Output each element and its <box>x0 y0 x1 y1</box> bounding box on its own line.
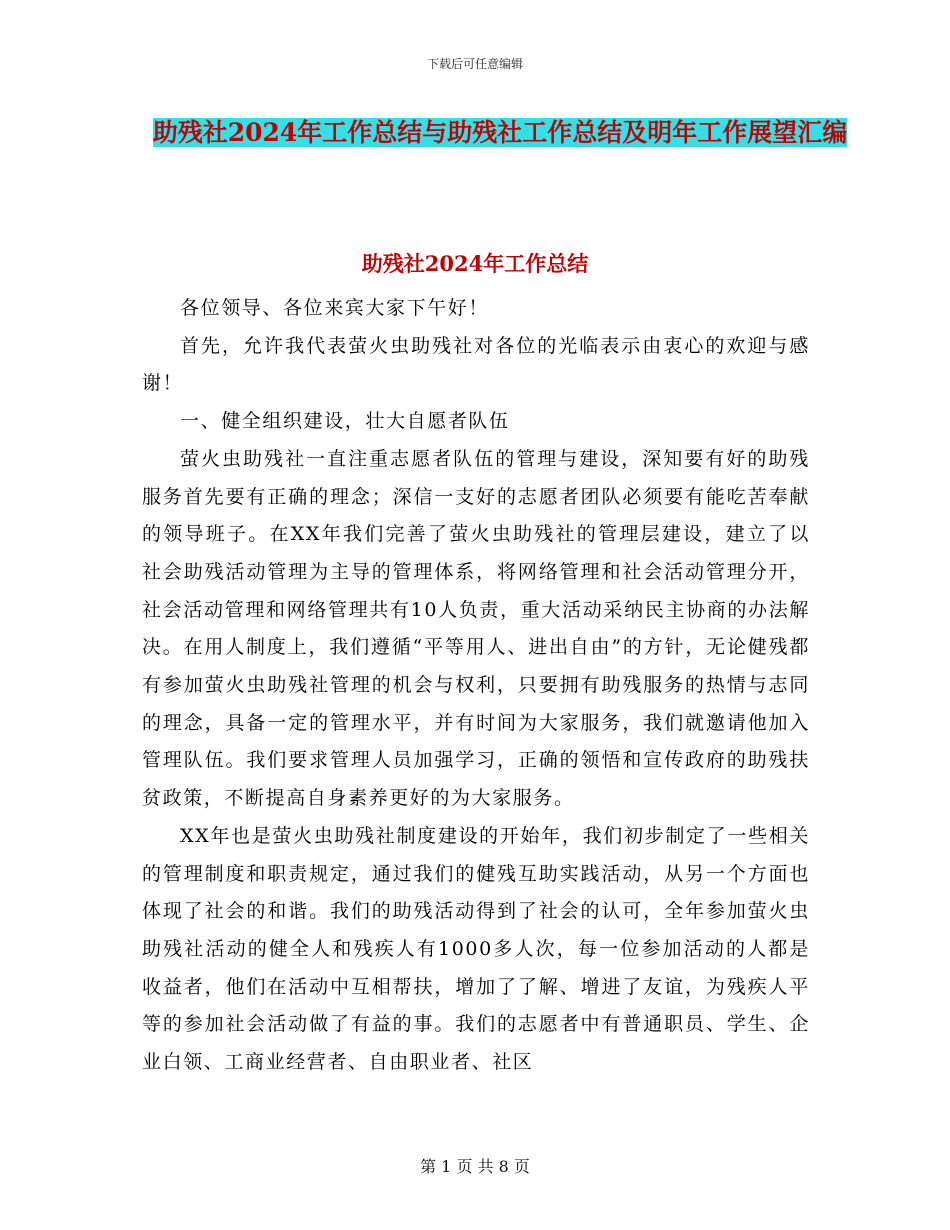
page-header-note: 下载后可任意编辑 <box>426 57 523 71</box>
page-footer: 第 1 页 共 8 页 <box>420 1157 530 1176</box>
paragraph-system-building: XX年也是萤火虫助残社制度建设的开始年，我们初步制定了一些相关的管理制度和职责规定，通过我们的健残互助实践活动，从另一个方面也体现了社会的和谐。我们的助残活动得到了社会的认可，全年参加萤火虫助残社活动的健全人和残疾人有1000多人次，每一位参加活动的人都是收益者，他们在活动中互相帮扶，增加了了解、增进了友谊，为残疾人平等的参加社会活动做了有益的事。我们的志愿者中有普通职员、学生、企业白领、工商业经营者、自由职业者、社区 <box>142 824 810 1074</box>
paragraph-organization: 萤火虫助残社一直注重志愿者队伍的管理与建设，深知要有好的助残服务首先要有正确的理念；深信一支好的志愿者团队必须要有能吃苦奉献的领导班子。在XX年我们完善了萤火虫助残社的管理层建设，建立了以社会助残活动管理为主导的管理体系，将网络管理和社会活动管理分开，社会活动管理和网络管理共有10人负责，重大活动采纳民主协商的办法解决。在用人制度上，我们遵循“平等用人、进出自由”的方针，无论健残都有参加萤火虫助残社管理的机会与权利，只要拥有助残服务的热情与志同的理念，具备一定的管理水平，并有时间为大家服务，我们就邀请他加入管理队伍。我们要求管理人员加强学习，正确的领悟和宣传政府的助残扶贫政策，不断提高自身素养更好的为大家服务。 <box>142 447 810 810</box>
section-title: 助残社2024年工作总结 <box>361 251 589 276</box>
document-title-text: 助残社2024年工作总结与助残社工作总结及明年工作展望汇编 <box>152 118 848 147</box>
document-body <box>142 290 810 1082</box>
paragraph-greeting: 各位领导、各位来宾大家下午好！ <box>180 297 490 319</box>
paragraph-welcome: 首先，允许我代表萤火虫助残社对各位的光临表示由衷心的欢迎与感谢！ <box>142 334 810 395</box>
paragraph-heading-1: 一、健全组织建设，壮大自愿者队伍 <box>180 410 510 433</box>
document-title <box>100 110 900 156</box>
